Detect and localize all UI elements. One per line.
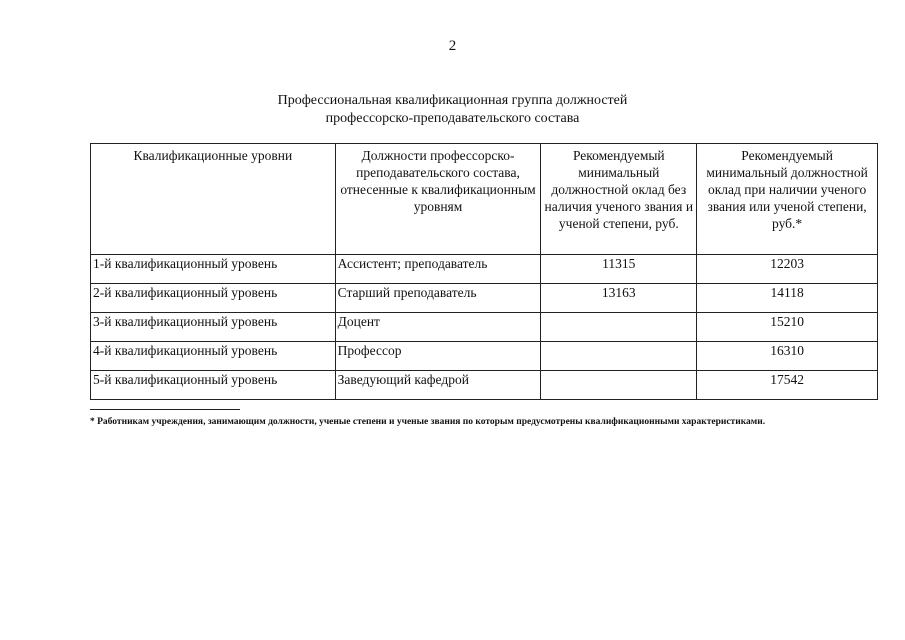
title-line-2: профессорско-преподавательского состава: [325, 111, 580, 126]
table-row: [91, 313, 878, 342]
footnote: * Работникам учреждения, занимающим должности, ученые степени и ученые звания по которым предусмотрены квалификационными характеристиками.: [90, 417, 766, 427]
salary-with-cell: 16310: [697, 342, 878, 371]
page-number: 2: [448, 38, 457, 54]
level-cell: 1-й квалификационный уровень: [91, 255, 336, 284]
salary-table: [90, 143, 878, 400]
salary-with-cell: 12203: [697, 255, 878, 284]
position-cell: Доцент: [335, 313, 541, 342]
position-cell: Профессор: [335, 342, 541, 371]
salary-with-cell: 14118: [697, 284, 878, 313]
header-levels: Квалификационные уровни: [91, 144, 336, 255]
header-salary-with-degree: Рекомендуемый минимальный должностной оклад при наличии ученого звания или ученой степени, руб.*: [697, 144, 878, 255]
table-header-row: [91, 144, 878, 255]
table-row: [91, 255, 878, 284]
level-cell: 5-й квалификационный уровень: [91, 371, 336, 400]
level-cell: 2-й квалификационный уровень: [91, 284, 336, 313]
salary-without-cell: 11315: [541, 255, 697, 284]
salary-with-cell: 17542: [697, 371, 878, 400]
salary-with-cell: 15210: [697, 313, 878, 342]
position-cell: Старший преподаватель: [335, 284, 541, 313]
salary-without-cell: [541, 342, 697, 371]
level-cell: 3-й квалификационный уровень: [91, 313, 336, 342]
position-cell: Заведующий кафедрой: [335, 371, 541, 400]
salary-without-cell: [541, 313, 697, 342]
header-positions: Должности профессорско-преподавательского состава, отнесенные к квалификационным уровням: [335, 144, 541, 255]
footnote-divider: [90, 409, 240, 410]
table-row: [91, 342, 878, 371]
salary-without-cell: [541, 371, 697, 400]
table-row: [91, 284, 878, 313]
header-salary-without-degree: Рекомендуемый минимальный должностной оклад без наличия ученого звания и ученой степени, руб.: [541, 144, 697, 255]
title-line-1: Профессиональная квалификационная группа должностей: [277, 93, 628, 108]
level-cell: 4-й квалификационный уровень: [91, 342, 336, 371]
table-row: [91, 371, 878, 400]
document-title: [0, 92, 905, 128]
position-cell: Ассистент; преподаватель: [335, 255, 541, 284]
salary-without-cell: 13163: [541, 284, 697, 313]
